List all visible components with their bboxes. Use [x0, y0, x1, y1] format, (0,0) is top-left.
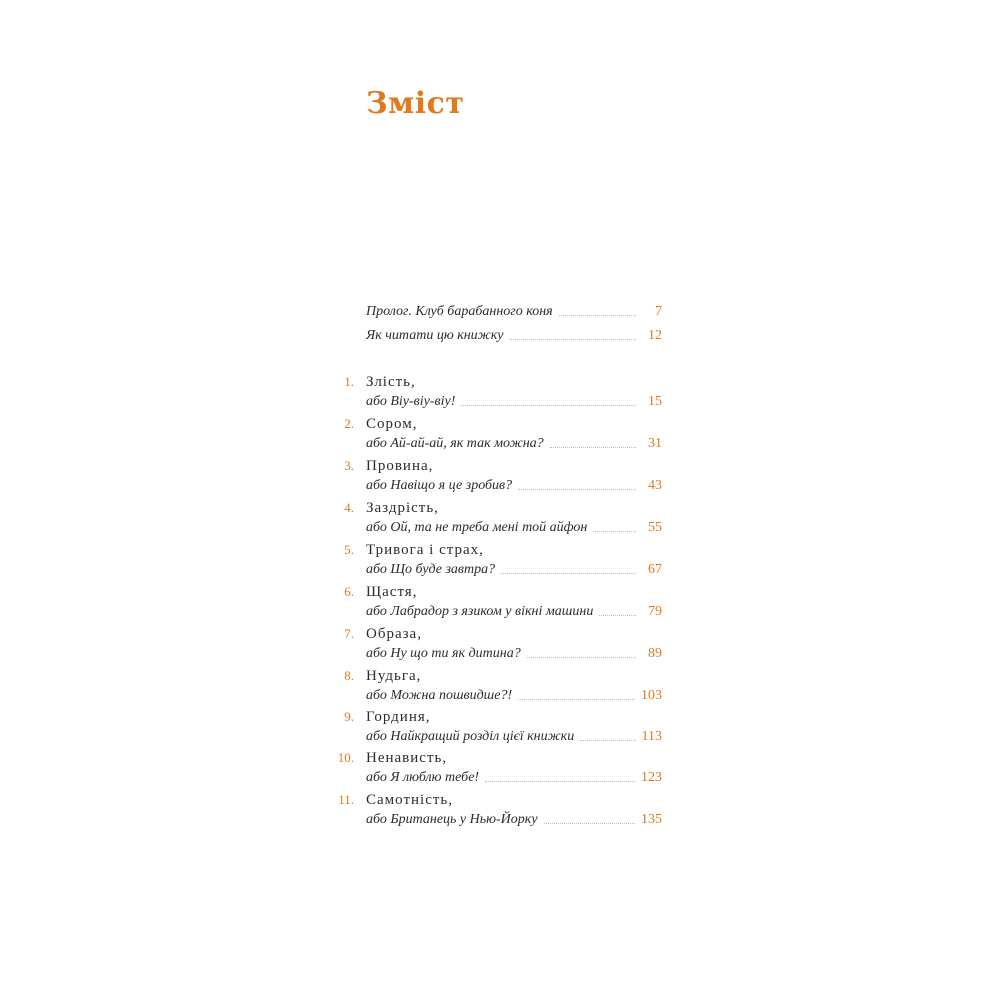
chapter-number: 11. — [338, 792, 354, 807]
page-number: 67 — [648, 562, 662, 577]
chapter-number: 10. — [337, 750, 354, 765]
chapter-subtitle: або Ай-ай-ай, як так можна? — [366, 436, 544, 451]
chapter-subtitle: або Лабрадор з язиком у вікні машини — [366, 604, 594, 619]
chapter-title: Провина, — [366, 458, 434, 474]
page-number: 123 — [641, 770, 662, 785]
chapter-subtitle: або Ну що ти як дитина? — [366, 646, 521, 661]
page-title: Зміст — [366, 86, 465, 121]
chapter-title: Ненависть, — [366, 750, 448, 766]
chapter-number: 2. — [344, 416, 354, 431]
toc-entry-prologue[interactable] — [366, 304, 662, 320]
page-number: 31 — [648, 436, 662, 451]
dot-leader — [518, 698, 635, 700]
dot-leader — [580, 739, 635, 741]
chapter-number: 7. — [344, 626, 354, 641]
dot-leader — [461, 404, 636, 406]
page-number: 43 — [648, 478, 662, 493]
chapter-subtitle: або Що буде завтра? — [366, 562, 496, 577]
chapter-number: 5. — [344, 542, 354, 557]
dot-leader — [593, 530, 636, 532]
chapter-title: Образа, — [366, 626, 422, 642]
chapter-subtitle: або Найкращий розділ цієї книжки — [366, 729, 575, 744]
chapter-title: Тривога і страх, — [366, 542, 484, 558]
dot-leader — [485, 780, 635, 782]
chapter-title: Сором, — [366, 416, 418, 432]
chapter-title: Заздрість, — [366, 500, 439, 516]
entry-label: Пролог. Клуб барабанного коня — [366, 304, 553, 319]
chapter-subtitle: або Навіщо я це зробив? — [366, 478, 513, 493]
chapter-title: Нудьга, — [366, 668, 422, 684]
page-number: 15 — [648, 394, 662, 409]
chapter-title: Самотність, — [366, 792, 454, 808]
chapter-number: 3. — [344, 458, 354, 473]
chapter-number: 9. — [344, 709, 354, 724]
page-number: 12 — [648, 328, 662, 343]
dot-leader — [559, 314, 636, 316]
chapter-number: 8. — [344, 668, 354, 683]
dot-leader — [544, 822, 635, 824]
page-number: 7 — [655, 304, 662, 319]
chapter-number: 1. — [344, 374, 354, 389]
chapter-subtitle: або Можна пошвидше?! — [366, 688, 513, 703]
chapter-subtitle: або Британець у Нью-Йорку — [366, 812, 538, 827]
chapter-subtitle: або Ой, та не треба мені той айфон — [366, 520, 588, 535]
page-number: 55 — [648, 520, 662, 535]
dot-leader — [527, 656, 636, 658]
dot-leader — [509, 338, 636, 340]
page-number: 113 — [641, 729, 662, 744]
chapter-title: Щастя, — [366, 584, 418, 600]
dot-leader — [599, 614, 636, 616]
dot-leader — [518, 488, 636, 490]
chapter-number: 4. — [344, 500, 354, 515]
toc-entry-how-to-read[interactable] — [366, 328, 662, 344]
page-number: 103 — [641, 688, 662, 703]
chapter-subtitle: або Віу-віу-віу! — [366, 394, 456, 409]
chapter-subtitle: або Я люблю тебе! — [366, 770, 480, 785]
page-number: 79 — [648, 604, 662, 619]
chapter-title: Гординя, — [366, 709, 431, 725]
dot-leader — [550, 446, 636, 448]
chapter-number: 6. — [344, 584, 354, 599]
dot-leader — [501, 572, 636, 574]
page-number: 135 — [641, 812, 662, 827]
chapter-title: Злість, — [366, 374, 416, 390]
entry-label: Як читати цю книжку — [366, 328, 504, 343]
page-number: 89 — [648, 646, 662, 661]
